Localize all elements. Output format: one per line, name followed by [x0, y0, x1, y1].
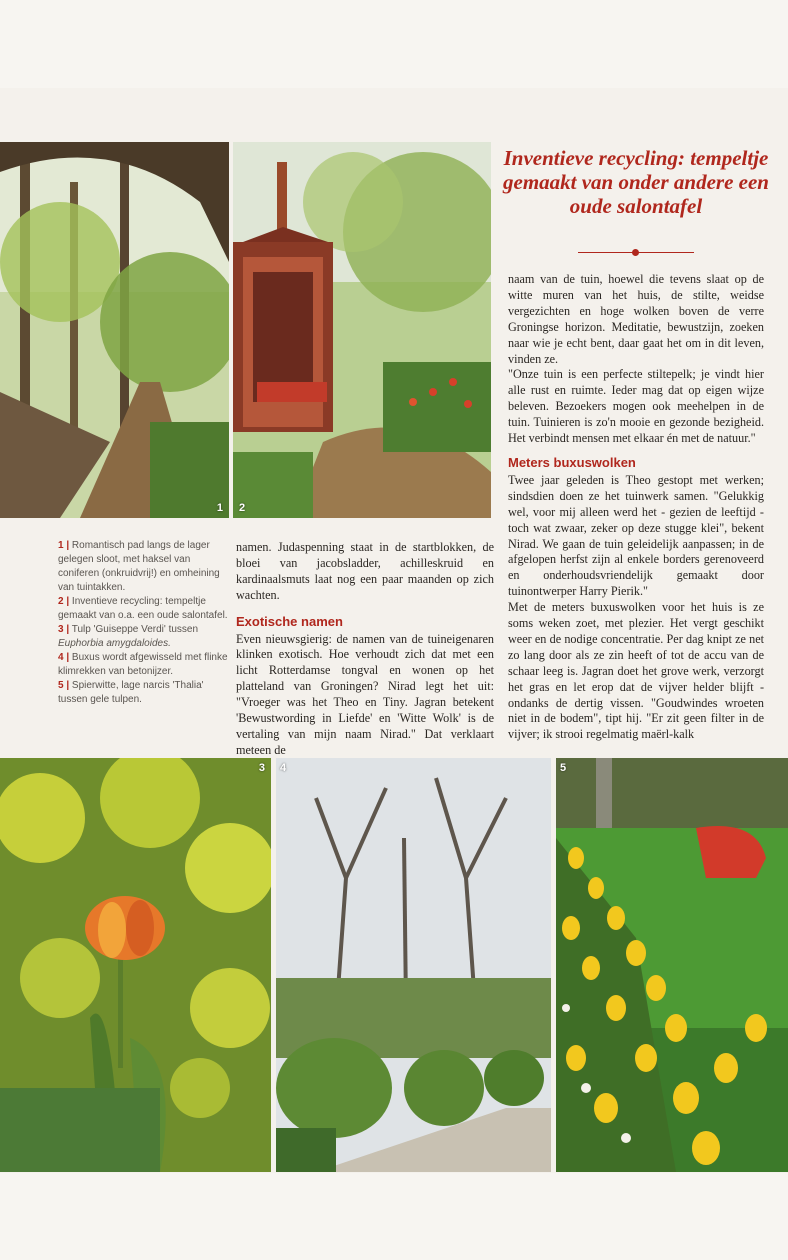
section-subhead: Exotische namen: [236, 613, 343, 629]
article-headline: Inventieve recycling: tempeltje gemaakt van onder andere een oude salontafel: [503, 146, 769, 218]
photo-temple: [233, 142, 491, 518]
photo-captions: [58, 539, 228, 707]
paragraph: Even nieuwsgierig: de namen van de tuineigenaren klinken exotisch. Hoe verhoudt zich dat met een licht Rotterdamse tongval en wonen op het platteland van Groningen? Nirad legt het uit: "Vroeger was het Theo en Tiny. Jagran betekent 'Bewustwording in Liefde' en 'Witte Wolk' is de vertaling van mijn naam Nirad." Dat verklaart meteen de: [236, 631, 494, 757]
caption-1: 1 | Romantisch pad langs de lager gelegen sloot, met haksel van coniferen (onkruidvrij!) en omheining van tuintakken.: [58, 540, 220, 593]
caption-2: 2 | Inventieve recycling: tempeltje gemaakt van o.a. een oude salontafel.: [58, 596, 228, 621]
paragraph: namen. Judaspenning staat in de startblokken, de bloei van jacobsladder, achilleskruid en kardinaalsmuts laat nog een paar maanden op zich wachten.: [236, 540, 494, 602]
section-subhead: Meters buxuswolken: [508, 454, 636, 470]
photo-tulip: [0, 758, 271, 1172]
photo-forest-path: [0, 142, 229, 518]
photo-buxus-garden: [276, 758, 551, 1172]
photo-number: 1: [216, 502, 223, 514]
photo-number: 3: [258, 762, 265, 774]
photo-number: 4: [280, 762, 287, 774]
paragraph: Twee jaar geleden is Theo gestopt met werken; sindsdien doen ze het tuinwerk samen. "Gelukkig wel, voor mij alleen werd het - gezien de leeftijd - toch wat zwaar, zeker op deze stugge klei", bekent Nirad. We gaan de tuin geleidelijk aanpassen; in de afgelopen herfst zijn al enkele borders gerenoveerd en onderhoudsvriendelijk gemaakt door tuinontwerper Harry Pierik.": [508, 472, 764, 599]
caption-4: 4 | Buxus wordt afgewisseld met flinke klimrekken van betonijzer.: [58, 652, 228, 677]
middle-column: [236, 540, 494, 759]
paragraph: naam van de tuin, hoewel die tevens slaat op de witte muren van het huis, de stilte, weidse vergezichten en hoge wolken boven de verre Groningse horizon. Meditatie, bewustzijn, zoeken naar wie je echt bent, daar gaat het om in dit leven, vinden ze.: [508, 272, 764, 366]
photo-yellow-tulips: [556, 758, 788, 1172]
caption-5: 5 | Spierwitte, lage narcis 'Thalia' tussen gele tulpen.: [58, 680, 204, 705]
paragraph: Met de meters buxuswolken voor het huis is ze soms weken zoet, met plezier. Het vergt geschikt weer en de nodige concentratie. Per dag knipt ze net zo lang door als ze zin heeft of tot de accu van de schaar leeg is. Jagran doet het grove werk, verzorgt het gras en let erop dat de vijver helder blijft - ondanks de dertig vissen. "Goudwindes wroeten niet in de bodem", tipt hij. "Er zit geen filter in de vijver; ik strooi regelmatig maërl-kalk: [508, 600, 764, 742]
photo-number: 5: [560, 762, 567, 774]
caption-3: 3 | Tulp 'Guiseppe Verdi' tussen Euphorbia amygdaloides.: [58, 624, 199, 649]
photo-number: 2: [239, 502, 246, 514]
headline-divider: [578, 252, 694, 253]
right-column-top: [508, 272, 764, 743]
paragraph: "Onze tuin is een perfecte stiltepelk; je vindt hier alle rust en ruimte. Ieder mag dat op eigen wijze beleven. Bezoekers mogen ook meehelpen in de tuin. Tuinieren is zo'n mooie en gezonde bezigheid. Het verbindt mensen met elkaar én met de natuur.": [508, 367, 764, 446]
